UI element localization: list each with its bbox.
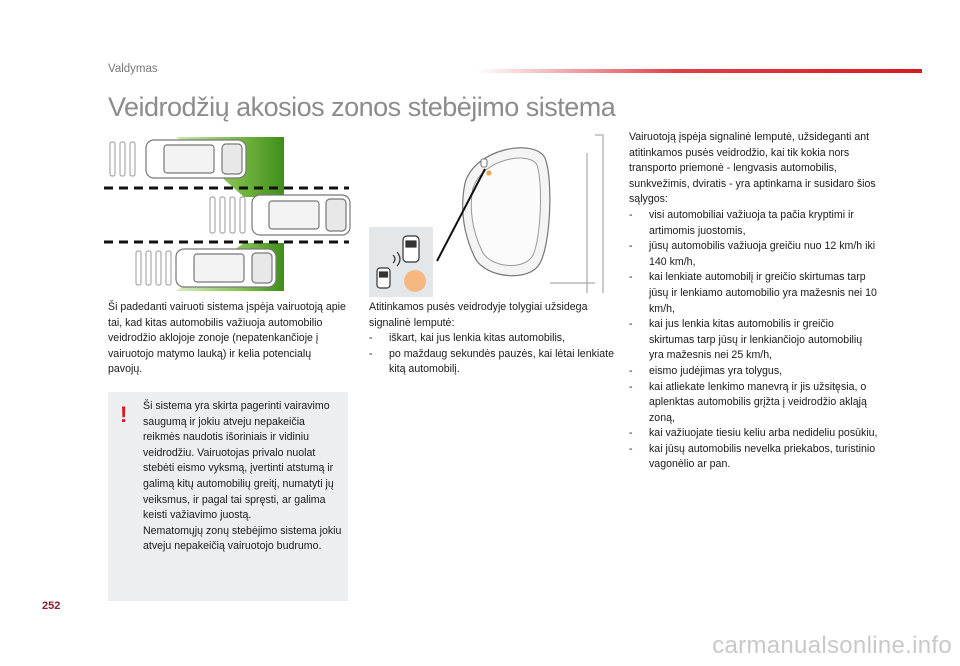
footer-watermark: carmanualsonline.info [712,632,952,659]
warning-box [108,392,348,601]
indicator-lamp-icon [404,270,426,292]
activation-conditions [629,130,879,473]
motion-lines-top [110,142,135,176]
list-item: - po maždaug sekundės pauzės, kai lėtai lenkiate kitą automobilį. [369,347,614,378]
list-item: - kai atliekate lenkimo manevrą ir jis užsitęsia, o aplenktas automobilis grįžta į veidrodžio akląją zoną, [629,380,879,427]
list-item: - kai jūsų automobilis nevelka priekabos, turistinio vagonėlio ar pan. [629,442,879,473]
car-top [146,140,246,178]
conditions-intro: Vairuotoją įspėja signalinė lemputė, užsideganti ant atitinkamos pusės veidrodžio, kai tik kokia nors transporto priemonė - lengvasis automobilis, sunkvežimis, dviratis - yra aptinkama ir susidaro šios sąlygos: [629,131,876,206]
page-title: Veidrodžių akosios zonos stebėjimo sistema [108,92,616,122]
warning-paragraph: Ši sistema yra skirta pagerinti vairavimo saugumą ir jokiu atveju nepakeičia reikmės naudotis išoriniais ir vidiniu veidrodžiu. Vairuotojas privalo nuolat stebėti eismo vyksmą, įvertinti atstumą ir galimą kitų automobilių greitį, numatyti jų veiksmus, ir pagal tai spręsti, ar galima keisti važiavimo juostą. [143,400,334,522]
intro-paragraph: Ši padedanti vairuoti sistema įspėja vairuotoją apie tai, kad kitas automobilis važiuoja automobilio veidrodžio aklojoje zonoje (nepatenkančioje į vairuotojo matymo lauką) ir kelia potencialų pavojų. [108,301,346,376]
list-item: - jūsų automobilis važiuoja greičiu nuo 12 km/h iki 140 km/h, [629,239,879,270]
motion-lines-bottom [136,251,171,285]
door-frame [550,135,603,293]
warning-paragraph: Nematomųjų zonų stebėjimo sistema jokiu atveju nepakeičią vairuotojo budrumo. [143,524,342,553]
warning-exclamation-icon: ! [120,402,128,427]
conditions-list [629,208,879,473]
section-title: Valdymas [108,63,158,75]
indicator-conditions [369,300,614,378]
car-own [252,195,350,235]
list-item: - kai važiuojate tiesiu keliu arba nedideliu posūkiu, [629,426,879,442]
car-bottom [176,249,276,287]
blind-spot-zones-diagram [104,133,354,298]
list-item: - visi automobiliai važiuoja ta pačia kryptimi ir artimomis juostomis, [629,208,879,239]
motion-lines-middle [210,197,245,233]
indicator-list [369,331,614,378]
list-item: - kai lenkiate automobilį ir greičio skirtumas tarp jūsų ir lenkiamo automobilio yra mažesnis nei 10 km/h, [629,270,879,317]
header-rule [476,69,922,73]
list-item: - kai jus lenkia kitas automobilis ir greičio skirtumas tarp jūsų ir lenkiančiojo automobilių yra mažesnis nei 25 km/h, [629,317,879,364]
warning-text [143,399,343,555]
indicator-intro: Atitinkamos pusės veidrodyje tolygiai užsidega signalinė lemputė: [369,301,588,329]
page-number: 252 [42,600,61,612]
mirror-warning-illustration [365,133,615,298]
list-item: - eismo judėjimas yra tolygus, [629,364,879,380]
list-item: - iškart, kai jus lenkia kitas automobilis, [369,331,614,347]
